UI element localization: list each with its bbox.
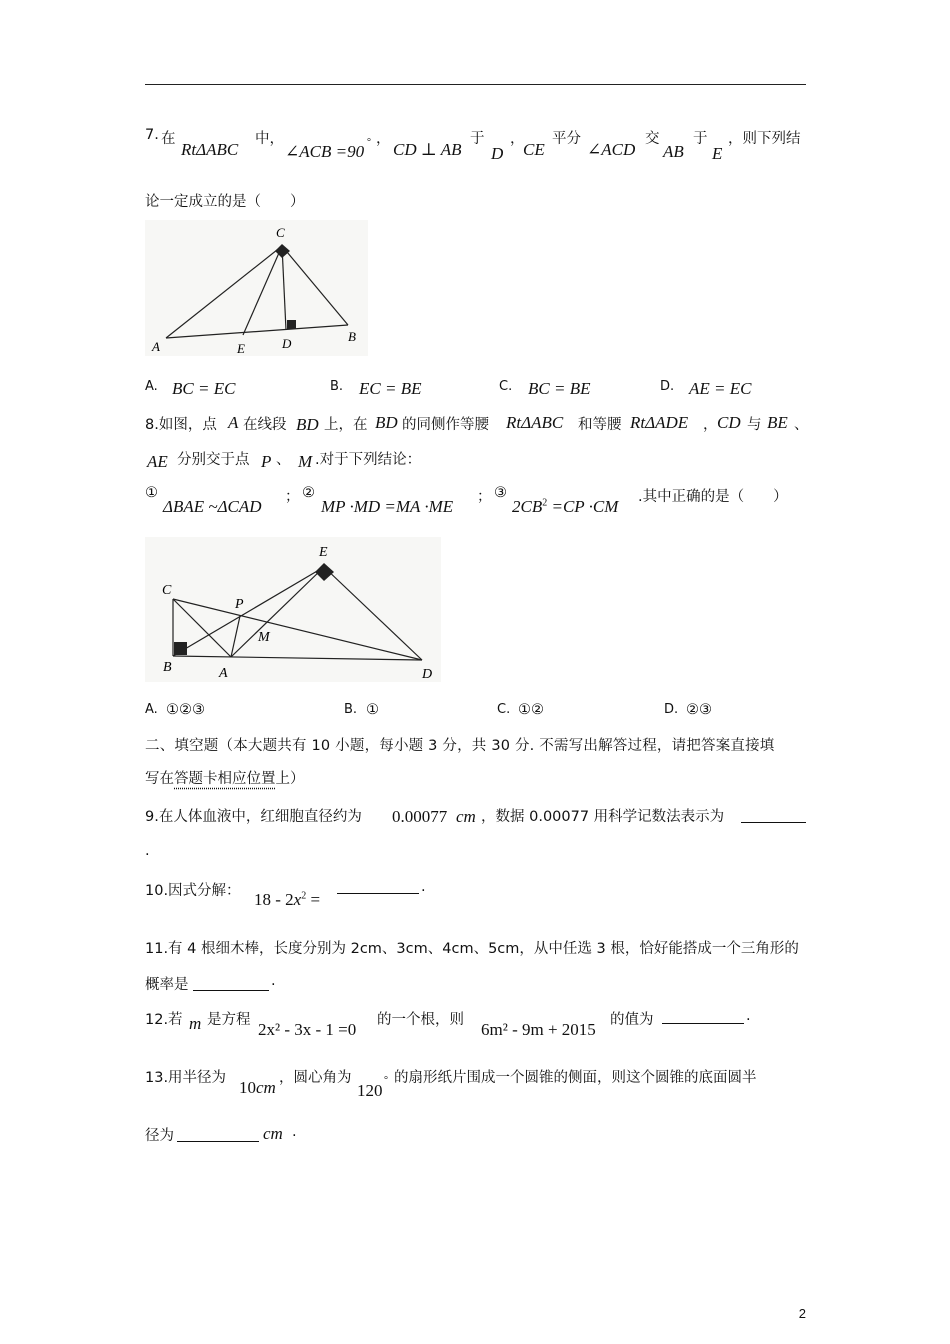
q8-text: .其中正确的是（ ） xyxy=(638,489,788,505)
q12-text: 是方程 xyxy=(207,1012,251,1028)
q7-figure xyxy=(145,220,368,356)
q7-text: 中， xyxy=(255,131,284,147)
section-2-instructions: 二、填空题（本大题共有 10 小题，每小题 3 分，共 30 分. 不需写出解答过程，请把答案直接填 xyxy=(145,738,775,754)
q8-text: 和等腰 xyxy=(578,417,622,433)
section-2-instructions-line2: 写在答题卡相应位置上） xyxy=(145,771,305,787)
q8-text: 的同侧作等腰 xyxy=(402,417,489,433)
q8-option-a-label: A. xyxy=(145,702,158,717)
q7-text: 在 xyxy=(161,131,176,147)
line-BE xyxy=(173,567,324,656)
q7-text: ， xyxy=(510,131,525,147)
q8-text: 分别交于点 xyxy=(177,452,250,468)
q7-option-c-label: C. xyxy=(499,379,513,394)
q11-answer-blank[interactable] xyxy=(193,989,269,991)
q8-math: A xyxy=(228,413,239,432)
q7-number: 7. xyxy=(145,127,159,143)
line-AB xyxy=(166,325,348,338)
q10-text: 10.因式分解： xyxy=(145,883,241,899)
q8-option-c-label: C. xyxy=(497,702,511,717)
line-ED xyxy=(324,567,422,660)
q7-option-d: AE = EC xyxy=(689,379,752,398)
q8-separator: ； xyxy=(285,489,300,505)
q8-option-d-label: D. xyxy=(664,702,679,717)
q10-expression: $18 - 2x^2$ = xyxy=(254,890,321,909)
q7-text: ， xyxy=(376,131,391,147)
q7-option-a-label: A. xyxy=(145,379,158,394)
q9-answer-blank[interactable] xyxy=(741,821,806,823)
q8-math: BD xyxy=(375,413,398,432)
q8-text: ， xyxy=(703,417,718,433)
q12-answer-blank[interactable] xyxy=(662,1022,744,1024)
q12-expression: 6m² - 9m + 2015 xyxy=(481,1020,596,1039)
q8-math: BE xyxy=(767,413,788,432)
right-angle-mark-E xyxy=(315,563,334,581)
label-C: C xyxy=(276,225,285,240)
q9-text: 9.在人体血液中，红细胞直径约为 xyxy=(145,809,362,825)
label-M: M xyxy=(258,630,270,645)
q7-math: E xyxy=(712,144,723,163)
q7-math: D xyxy=(491,144,504,163)
q8-option-d: ②③ xyxy=(686,702,712,718)
q8-math: RtΔADE xyxy=(630,413,689,432)
q7-text: 于 xyxy=(693,131,708,147)
q13-text: 的扇形纸片围成一个圆锥的侧面，则这个圆锥的底面圆半 xyxy=(394,1070,757,1086)
q13-answer-blank[interactable] xyxy=(177,1140,259,1142)
q12-text: 的值为 xyxy=(610,1012,654,1028)
label-B: B xyxy=(163,660,172,675)
q12-math: m xyxy=(189,1014,202,1033)
q8-option-b: ① xyxy=(366,702,379,718)
q8-option-b-label: B. xyxy=(344,702,358,717)
q8-figure xyxy=(145,537,441,682)
line-AE xyxy=(231,567,324,657)
q8-option-c: ①② xyxy=(518,702,544,718)
q7-math: RtΔABC xyxy=(181,140,239,159)
q7-text: ，则下列结 xyxy=(728,131,801,147)
q11-end: . xyxy=(271,973,276,989)
q7-option-b: EC = BE xyxy=(359,379,422,398)
q10-answer-blank[interactable] xyxy=(337,892,419,894)
q7-degree: ° xyxy=(367,137,371,148)
right-angle-mark-D xyxy=(287,320,296,329)
q7-text: 交 xyxy=(645,131,660,147)
q8-conclusion-1: ΔBAE ~ΔCAD xyxy=(163,497,262,516)
label-E: E xyxy=(237,341,245,356)
q8-text: 、 xyxy=(794,417,809,433)
q13-radius: 10cm xyxy=(239,1078,276,1097)
line-CD xyxy=(173,599,422,660)
q8-separator: ； xyxy=(477,489,492,505)
q7-option-a: BC = EC xyxy=(172,379,236,398)
q9-end: . xyxy=(145,843,150,859)
q11-text-line2: 概率是 xyxy=(145,977,189,993)
q8-text: 在线段 xyxy=(243,417,287,433)
q8-diagram xyxy=(145,537,441,682)
q7-diagram xyxy=(145,220,368,356)
q12-text: 12.若 xyxy=(145,1012,183,1028)
q9-value: 0.00077 xyxy=(392,807,448,826)
q8-conclusion-2-num: ② xyxy=(302,485,315,501)
q13-angle: 120 xyxy=(357,1081,383,1100)
q8-math: AE xyxy=(147,452,168,471)
q8-text: 、 xyxy=(276,452,291,468)
label-A: A xyxy=(219,666,228,681)
q8-text: .对于下列结论： xyxy=(315,452,422,468)
q13-text: 13.用半径为 xyxy=(145,1070,227,1086)
label-D: D xyxy=(282,336,292,351)
q8-conclusion-2: MP ·MD =MA ·ME xyxy=(321,497,454,516)
q9-text: ，数据 0.00077 用科学记数法表示为 xyxy=(481,809,725,825)
line-CE xyxy=(243,246,282,335)
label-P: P xyxy=(235,597,244,612)
q7-option-c: BC = BE xyxy=(528,379,591,398)
q7-math: ∠ACB =90 xyxy=(285,142,365,161)
q13-text-line2: 径为 xyxy=(145,1128,174,1144)
q8-text: 8.如图，点 xyxy=(145,417,217,433)
q8-conclusion-3-num: ③ xyxy=(494,485,507,501)
q7-math: CE xyxy=(523,140,545,159)
q8-math: CD xyxy=(717,413,741,432)
q7-option-b-label: B. xyxy=(330,379,344,394)
q10-end: . xyxy=(421,879,426,895)
q7-math: AB xyxy=(663,142,684,161)
q11-text: 11.有 4 根细木棒，长度分别为 2cm、3cm、4cm、5cm，从中任选 3 根，恰好能搭成一个三角形的 xyxy=(145,941,799,957)
q13-end: . xyxy=(292,1124,297,1140)
q12-end: . xyxy=(746,1008,751,1024)
q12-text: 的一个根，则 xyxy=(377,1012,464,1028)
q8-math: M xyxy=(298,452,313,471)
q7-math: CD ⊥ AB xyxy=(393,140,462,159)
line-BD xyxy=(173,656,422,660)
line-AP xyxy=(231,616,240,657)
label-B: B xyxy=(348,329,356,344)
q8-text: 与 xyxy=(747,417,762,433)
label-D: D xyxy=(422,667,433,682)
q7-text: 平分 xyxy=(552,131,581,147)
page-number: 2 xyxy=(798,1306,806,1321)
label-C: C xyxy=(162,583,172,598)
header-rule xyxy=(145,84,806,85)
q8-math: BD xyxy=(296,415,319,434)
q8-option-a: ①②③ xyxy=(166,702,205,718)
q9-unit: cm xyxy=(456,807,476,826)
q8-math: RtΔABC xyxy=(506,413,564,432)
q8-conclusion-1-num: ① xyxy=(145,485,158,501)
q8-math: P xyxy=(261,452,272,471)
q12-equation: 2x² - 3x - 1 =0 xyxy=(258,1020,357,1039)
line-CB xyxy=(282,246,348,325)
q7-text-line2: 论一定成立的是（ ） xyxy=(145,194,305,210)
q13-degree: ° xyxy=(384,1075,388,1086)
q13-text: ，圆心角为 xyxy=(279,1070,352,1086)
line-AC xyxy=(166,246,282,338)
right-angle-mark-B xyxy=(174,642,187,655)
q7-math: ∠ACD xyxy=(587,140,636,159)
q8-text: 上，在 xyxy=(324,417,368,433)
line-CD xyxy=(282,246,286,330)
label-A: A xyxy=(152,339,160,354)
q13-unit: cm xyxy=(263,1124,283,1143)
q7-option-d-label: D. xyxy=(660,379,675,394)
q7-text: 于 xyxy=(470,131,485,147)
label-E: E xyxy=(319,545,328,560)
q8-conclusion-3: $2CB^2 =CP \cdot CM$ xyxy=(512,497,619,516)
